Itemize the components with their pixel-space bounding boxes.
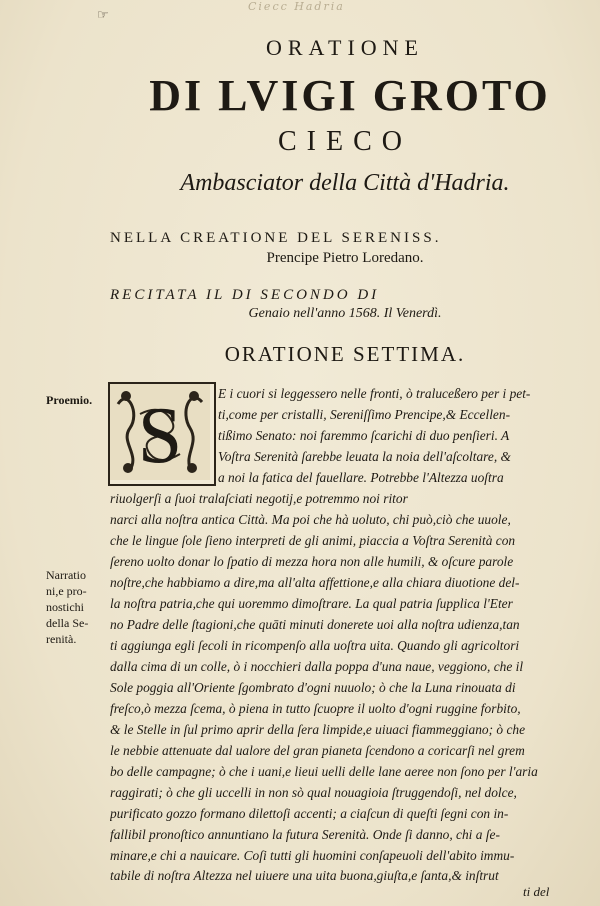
svg-text:S: S: [137, 392, 183, 480]
body-line: ti aggiunga egli ſecoli in ricompenſo alla uoſtra uita. Quando gli agricoltori: [110, 638, 520, 653]
recitata-line: RECITATA IL DI SECONDO DI: [110, 287, 380, 303]
body-line: tabile di noſtra Altezza nel uiuere una uita buona,giuſta,e ſanta,& inſtrut: [110, 868, 499, 883]
body-line: le nebbie attenuate dal ualore del gran pianeta ſcendono a coricarſi nel grem: [110, 743, 525, 758]
margin-note-proemio: Proemio.: [46, 393, 93, 407]
body-line: Voſtra Serenità ſarebbe leuata la noia dell'aſcoltare, &: [218, 449, 511, 464]
catchword: ti del: [523, 884, 550, 899]
body-line: narci alla noſtra antica Città. Ma poi che hà uoluto, chi può,ciò che uuole,: [110, 512, 511, 527]
decorated-initial-s: [108, 382, 216, 486]
page-edge-mark: ☞: [97, 8, 109, 23]
body-line: minare,e chi a nauicare. Coſi tutti gli huomini conſapeuoli dell'abito immu-: [110, 848, 515, 863]
recitata-date: Genaio nell'anno 1568. Il Venerdì.: [248, 306, 442, 321]
body-line: noſtre,che habbiamo a dire,ma all'alta affettione,e alla chiara diuotione del-: [110, 575, 520, 590]
margin-note-line: della Se-: [46, 616, 89, 630]
margin-note-line: renità.: [46, 632, 77, 646]
body-line: dalla cima di un colle, ò i nocchieri dalla poppa d'una naue, veggiono, che il: [110, 659, 524, 674]
margin-note-line: nostichi: [46, 600, 84, 614]
section-heading: ORATIONE SETTIMA.: [224, 342, 466, 366]
body-line: & le Stelle in ſul primo aprir della ſera limpide,e uiuaci fiammeggiano; ò che: [110, 722, 526, 737]
margin-note-line: Narratio: [46, 568, 86, 582]
body-line: a noi la fatica del fauellare. Potrebbe l'Altezza uoſtra: [218, 470, 504, 485]
body-line: che le lingue ſole ſieno interpreti de gli animi, piaccia a Voſtra Serenità con: [110, 533, 516, 548]
subtitle-prince: Prencipe Pietro Loredano.: [266, 250, 424, 266]
body-line: freſco,ò mezza ſcema, ò piena in tutto ſcuopre il uolto d'ogni ruggine forbito,: [110, 701, 521, 716]
running-head-bleed: Ciecc Hadria: [248, 0, 345, 13]
body-line: ti,come per cristalli, Sereniſſimo Prencipe,& Eccellen-: [218, 407, 511, 422]
body-line: Sole poggia all'Oriente ſgombrato d'ogni nuuolo; ò che la Luna rinouata di: [110, 680, 516, 695]
body-line: ſereno uolto donar lo ſpatio di mezza hora non alle humili, & oſcure parole: [110, 554, 514, 569]
title-author: DI LVIGI GROTO: [149, 71, 551, 120]
body-line: bo delle campagne; ò che i uani,e lieui uelli delle lane aeree non ſono per l'aria: [110, 764, 538, 779]
subtitle-creation: NELLA CREATIONE DEL SERENISS.: [110, 230, 442, 246]
body-line: no Padre delle ſtagioni,che quāti minuti donerete uoi alla noſtra udienza,tan: [110, 617, 520, 632]
body-line: fallibil pronoſtico annuntiano la futura Serenità. Onde ſi danno, chi a ſe-: [110, 827, 500, 842]
title-oratione: ORATIONE: [266, 35, 424, 60]
title-ambassador: Ambasciator della Città d'Hadria.: [180, 170, 510, 196]
margin-note-line: ni,e pro-: [46, 584, 87, 598]
body-line: tißimo Senato: noi faremmo ſcarichi di duo penſieri. A: [218, 428, 510, 443]
body-line: purificato gozzo formano dilettoſi accenti; a ciaſcun di queſti ſegni con in-: [110, 806, 509, 821]
body-line: la noſtra patria,che qui uoremmo dimoſtrare. La qual patria ſupplica l'Eter: [110, 596, 513, 611]
title-cieco: CIECO: [278, 126, 412, 157]
body-line: E i cuori si leggessero nelle fronti, ò traluceßero per i pet-: [218, 386, 531, 401]
margin-note-narratio: [46, 567, 102, 647]
body-line: raggirati; ò che gli uccelli in non sò qual nouagioia ſtruggendoſi, nel dolce,: [110, 785, 517, 800]
body-line: riuolgerſi a ſuoi tralaſciati negotij,e potremmo noi ritor: [110, 491, 408, 506]
